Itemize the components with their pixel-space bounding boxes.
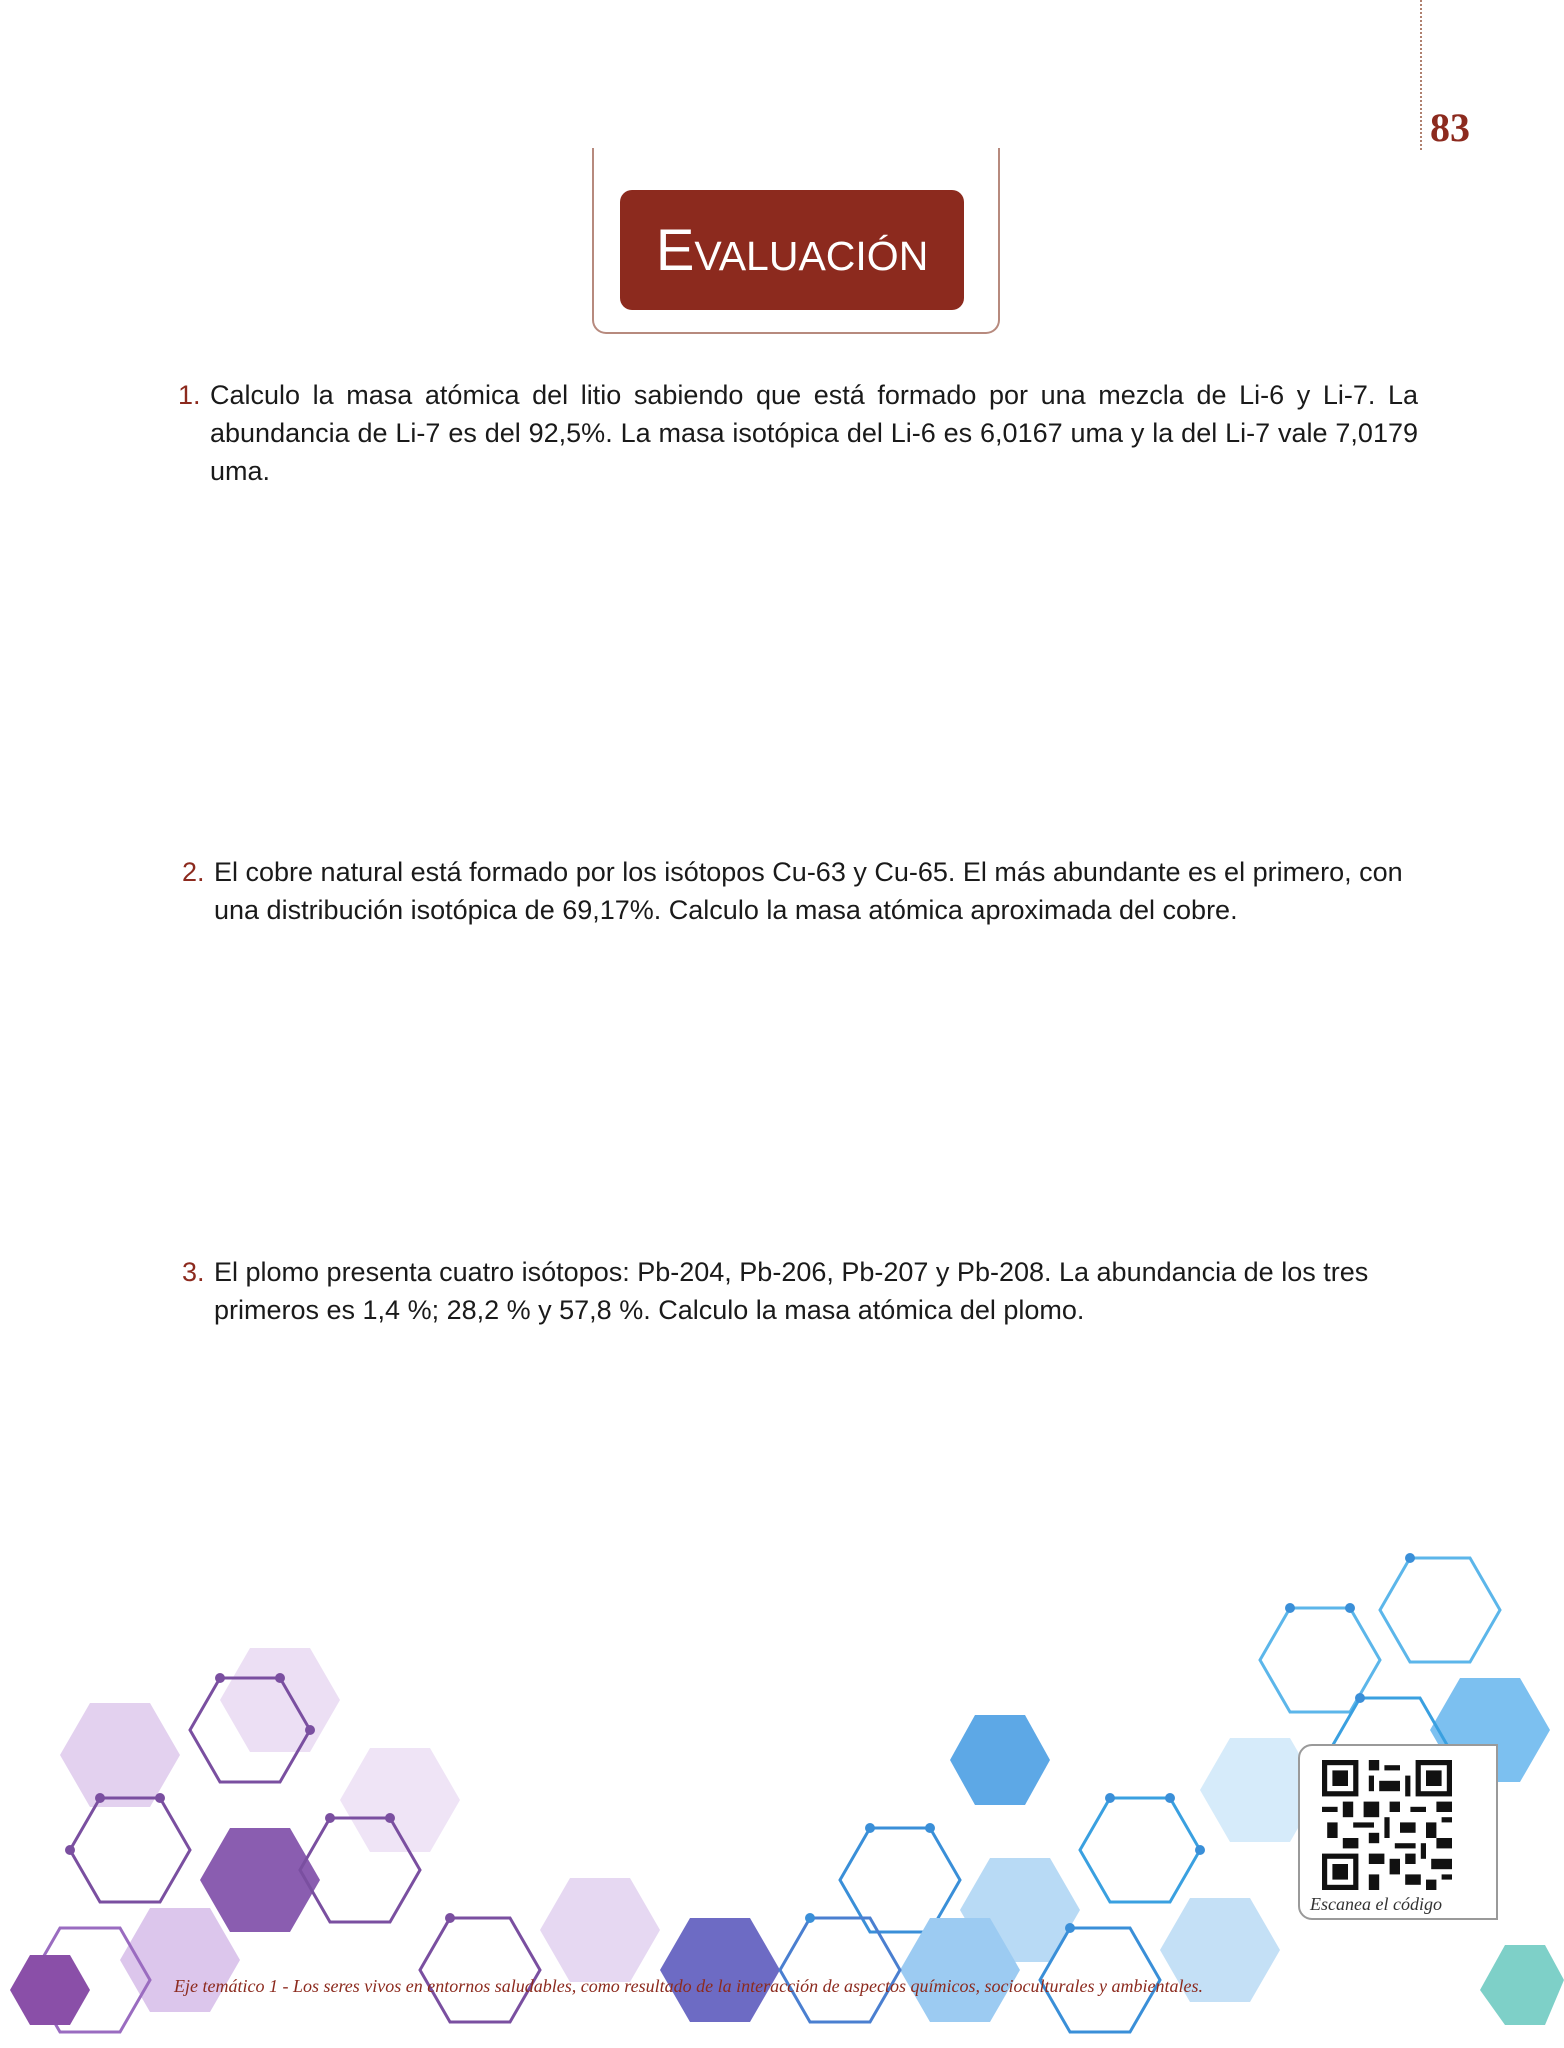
question-1 [178,376,1418,490]
page-margin-dotted-line [1420,0,1422,150]
question-text: El cobre natural está formado por los isótopos Cu-63 y Cu-65. El más abundante es el primero, con una distribución isotópica de 69,17%. Calculo la masa atómica aproximada del cobre. [214,857,1403,925]
question-2 [182,853,1418,929]
question-text: El plomo presenta cuatro isótopos: Pb-204, Pb-206, Pb-207 y Pb-208. La abundancia de los tres primeros es 1,4 %; 28,2 % y 57,8 %. Calculo la masa atómica del plomo. [214,1257,1369,1325]
question-number: 2. [182,857,205,887]
question-text: Calculo la masa atómica del litio sabiendo que está formado por una mezcla de Li-6 y Li-7. La abundancia de Li-7 es del 92,5%. La masa isotópica del Li-6 es 6,0167 uma y la del Li-7 vale 7,0179 uma. [210,380,1418,486]
footer-theme-text: Eje temático 1 - Los seres vivos en entornos saludables, como resultado de la interacción de aspectos químicos, socioculturales y ambientales. [174,1976,1203,1996]
section-title-banner [620,190,964,310]
page-number: 83 [1430,105,1470,150]
question-number: 1. [178,380,201,410]
question-number: 3. [182,1257,205,1287]
qr-code-icon[interactable] [1322,1760,1452,1890]
qr-caption: Escanea el código [1310,1894,1442,1914]
question-3 [182,1253,1418,1329]
section-title: Evaluación [655,217,929,283]
qr-code-panel[interactable] [1298,1744,1498,1920]
